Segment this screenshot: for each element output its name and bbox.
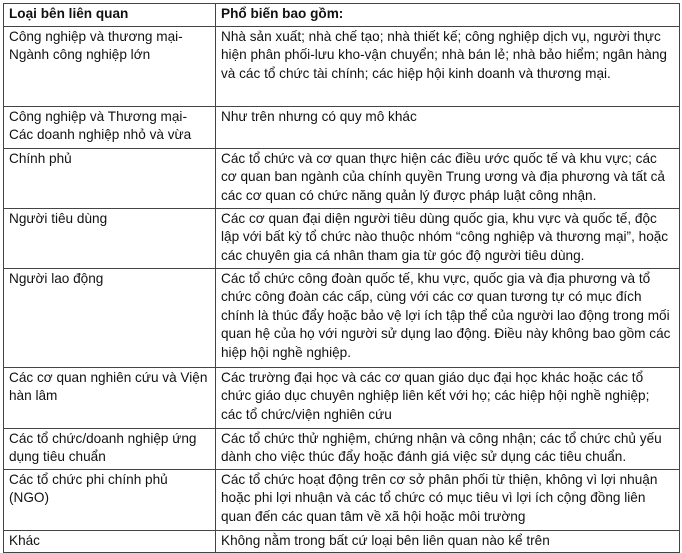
header-common-includes: Phổ biến bao gồm: (216, 4, 680, 27)
stakeholder-type-cell: Chính phủ (4, 148, 216, 208)
stakeholder-description-cell: Không nằm trong bất cứ loại bên liên quan nào kể trên (216, 530, 680, 553)
table-row (4, 26, 680, 106)
stakeholder-type-cell: Công nghiệp và thương mại-Ngành công nghiệp lớn (4, 26, 216, 106)
stakeholder-type-cell: Khác (4, 530, 216, 553)
table-row (4, 530, 680, 553)
stakeholder-description-cell: Nhà sản xuất; nhà chế tạo; nhà thiết kế; công nghiệp dịch vụ, người thực hiện phân phối-lưu kho-vận chuyển; nhà bán lẻ; nhà bảo hiểm; ngân hàng và các tổ chức tài chính; các hiệp hội kinh doanh và thương mại. (216, 26, 680, 106)
stakeholder-description-cell: Các tổ chức hoạt động trên cơ sở phân phối từ thiện, không vì lợi nhuận hoặc phi lợi nhuận và các tổ chức có mục tiêu vì lợi ích cộng đồng liên quan đến các quan tâm về xã hội hoặc môi trường (216, 469, 680, 530)
table-row (4, 106, 680, 148)
stakeholder-description-cell: Các tổ chức công đoàn quốc tế, khu vực, quốc gia và địa phương và tổ chức công đoàn các cấp, cùng với các cơ quan tương tự có mục đích chính là thúc đẩy hoặc bảo vệ lợi ích tập thể của người lao động trong mối quan hệ của họ với người sử dụng lao động. Điều này không bao gồm các hiệp hội nghề nghiệp. (216, 268, 680, 367)
table-row (4, 367, 680, 428)
table-row (4, 469, 680, 530)
table-row (4, 268, 680, 367)
table-row (4, 148, 680, 208)
stakeholder-type-cell: Các tổ chức phi chính phủ (NGO) (4, 469, 216, 530)
stakeholder-type-cell: Công nghiệp và Thương mại-Các doanh nghiệp nhỏ và vừa (4, 106, 216, 148)
header-stakeholder-type: Loại bên liên quan (4, 4, 216, 27)
table-header-row (4, 4, 680, 27)
table-row (4, 208, 680, 268)
stakeholder-description-cell: Các tổ chức thử nghiệm, chứng nhận và công nhận; các tổ chức chủ yếu dành cho việc thúc đẩy hoặc đánh giá việc sử dụng các tiêu chuẩn. (216, 428, 680, 469)
stakeholder-type-cell: Người lao động (4, 268, 216, 367)
stakeholder-description-cell: Các tổ chức và cơ quan thực hiện các điều ước quốc tế và khu vực; các cơ quan ban ngành của chính quyền Trung ương và địa phương và tất cả các cơ quan có chức năng quản lý được pháp luật công nhận. (216, 148, 680, 208)
table-row (4, 428, 680, 469)
stakeholder-description-cell: Các trường đại học và các cơ quan giáo dục đại học khác hoặc các tổ chức giáo dục chuyên nghiệp liên kết với họ; các hiệp hội nghề nghiệp; các tổ chức/viện nghiên cứu (216, 367, 680, 428)
stakeholder-type-cell: Các cơ quan nghiên cứu và Viện hàn lâm (4, 367, 216, 428)
stakeholder-table (3, 3, 680, 553)
stakeholder-type-cell: Người tiêu dùng (4, 208, 216, 268)
stakeholder-description-cell: Các cơ quan đại diện người tiêu dùng quốc gia, khu vực và quốc tế, độc lập với bất kỳ tổ chức nào thuộc nhóm “công nghiệp và thương mại”, hoặc các chuyên gia cá nhân tham gia từ góc độ người tiêu dùng. (216, 208, 680, 268)
stakeholder-description-cell: Như trên nhưng có quy mô khác (216, 106, 680, 148)
stakeholder-type-cell: Các tổ chức/doanh nghiệp ứng dụng tiêu chuẩn (4, 428, 216, 469)
